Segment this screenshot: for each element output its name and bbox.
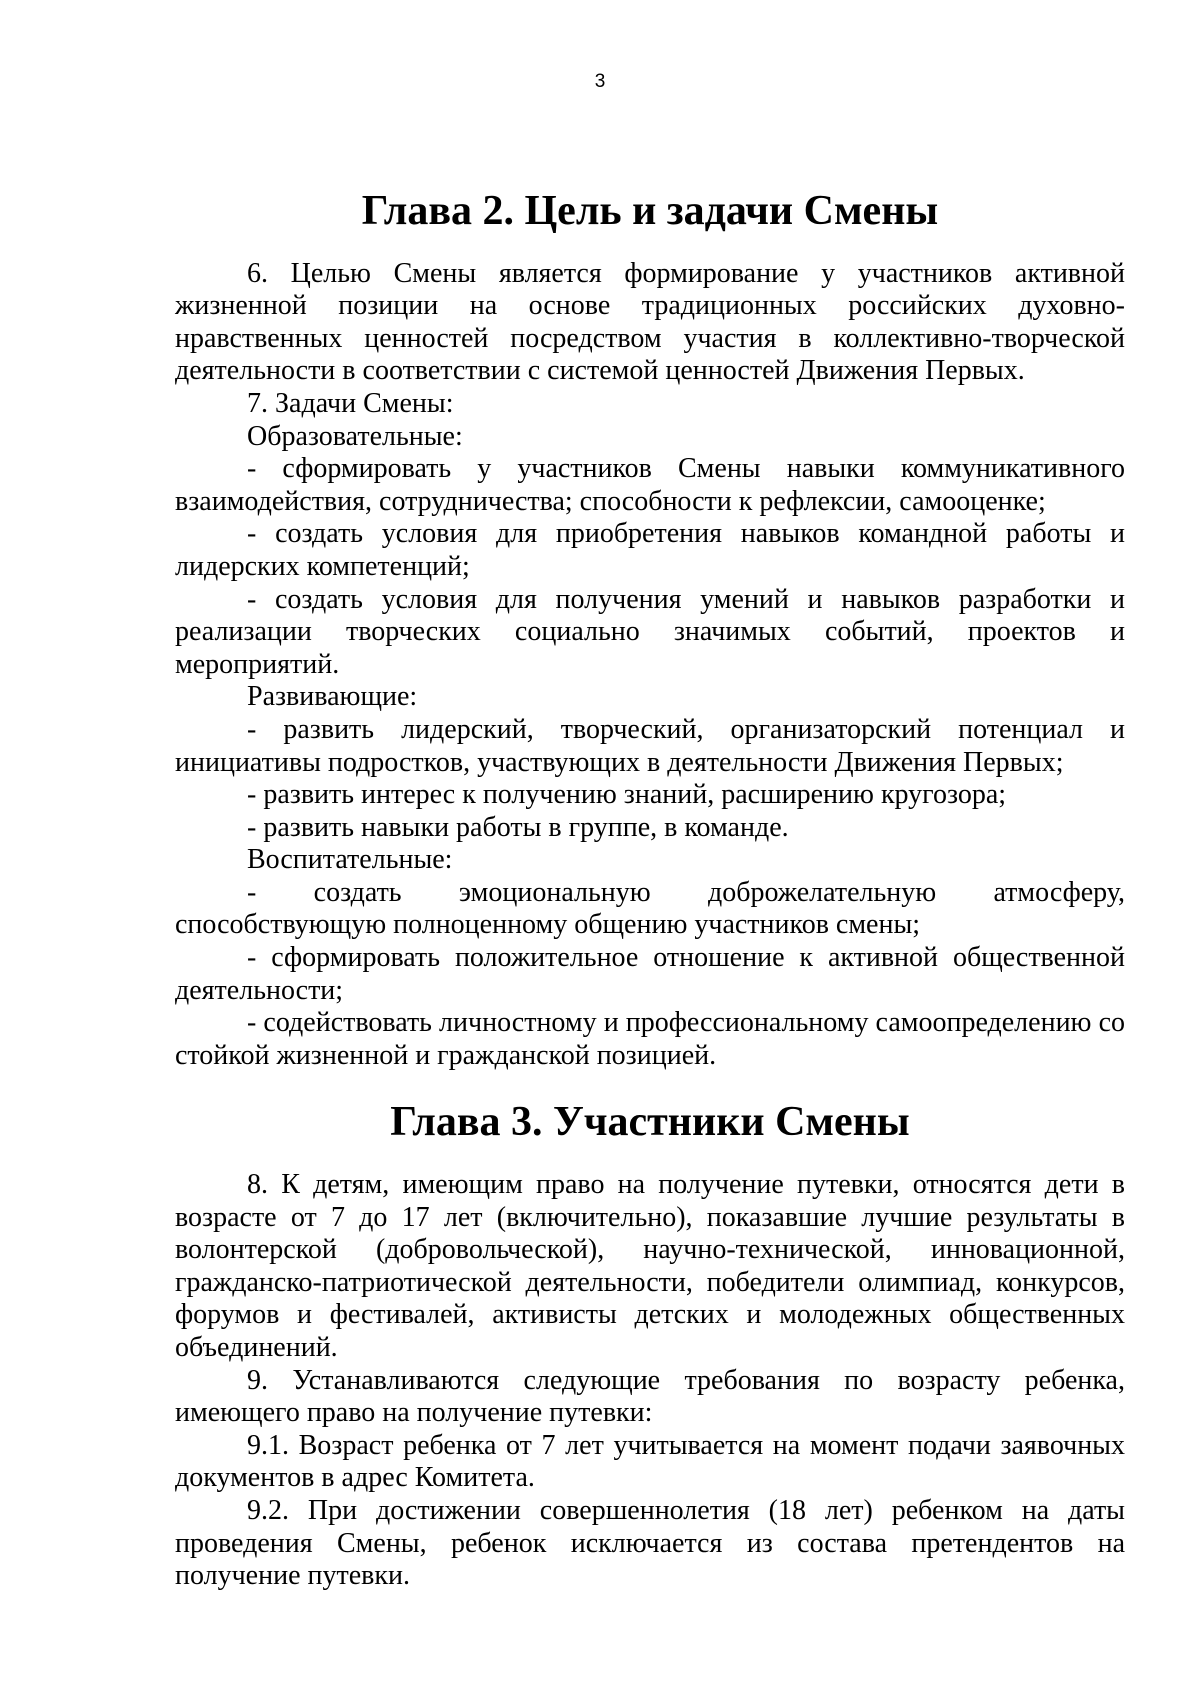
clause-8-eligible-children: 8. К детям, имеющим право на получение путевки, относятся дети в возрасте от 7 до 17 лет (включительно), показавшие лучшие результаты в волонтерской (добровольческой), научно-технической, инновационной, гражданско-патриотической деятельности, победители олимпиад, конкурсов, форумов и фестивалей, активисты детских и молодежных общественных объединений. [175, 1169, 1125, 1363]
upbringing-task-3: - содействовать личностному и профессиональному самоопределению со стойкой жизненной и гражданской позицией. [175, 1007, 1125, 1071]
educational-task-3: - создать условия для получения умений и навыков разработки и реализации творческих социально значимых событий, проектов и мероприятий. [175, 583, 1125, 680]
clause-6-goal: 6. Целью Смены является формирование у участников активной жизненной позиции на основе традиционных российских духовно-нравственных ценностей посредством участия в коллективно-творческой деятельности в соответствии с системой ценностей Движения Первых. [175, 257, 1125, 387]
educational-task-1: - сформировать у участников Смены навыки коммуникативного взаимодействия, сотрудничества; способности к рефлексии, самооценке; [175, 453, 1125, 517]
clause-7-tasks-intro: 7. Задачи Смены: [247, 387, 454, 419]
document-body [175, 188, 1125, 1593]
developmental-task-3: - развить навыки работы в группе, в команде. [247, 811, 789, 843]
upbringing-task-1: - создать эмоциональную доброжелательную атмосферу, способствующую полноценному общению участников смены; [175, 876, 1125, 941]
educational-task-2: - создать условия для приобретения навыков командной работы и лидерских компетенций; [175, 518, 1125, 582]
developmental-task-1: - развить лидерский, творческий, организаторский потенциал и инициативы подростков, участвующих в деятельности Движения Первых; [175, 713, 1125, 778]
developmental-tasks-label: Развивающие: [247, 681, 418, 713]
upbringing-task-2: - сформировать положительное отношение к активной общественной деятельности; [175, 942, 1125, 1006]
upbringing-tasks-label: Воспитательные: [247, 844, 453, 876]
developmental-task-2: - развить интерес к получению знаний, расширению кругозора; [247, 779, 1007, 811]
chapter-3-heading: Глава 3. Участники Смены [390, 1099, 910, 1146]
educational-tasks-label: Образовательные: [247, 420, 463, 452]
clause-9-2-adulthood-exclusion: 9.2. При достижении совершеннолетия (18 лет) ребенком на даты проведения Смены, ребенок исключается из состава претендентов на получение путевки. [175, 1494, 1125, 1592]
clause-9-1-minimum-age: 9.1. Возраст ребенка от 7 лет учитывается на момент подачи заявочных документов в адрес Комитета. [175, 1429, 1125, 1494]
page-number: 3 [594, 71, 606, 92]
clause-9-age-requirements: 9. Устанавливаются следующие требования по возрасту ребенка, имеющего право на получение путевки: [175, 1364, 1125, 1429]
chapter-2-heading: Глава 2. Цель и задачи Смены [361, 188, 939, 234]
